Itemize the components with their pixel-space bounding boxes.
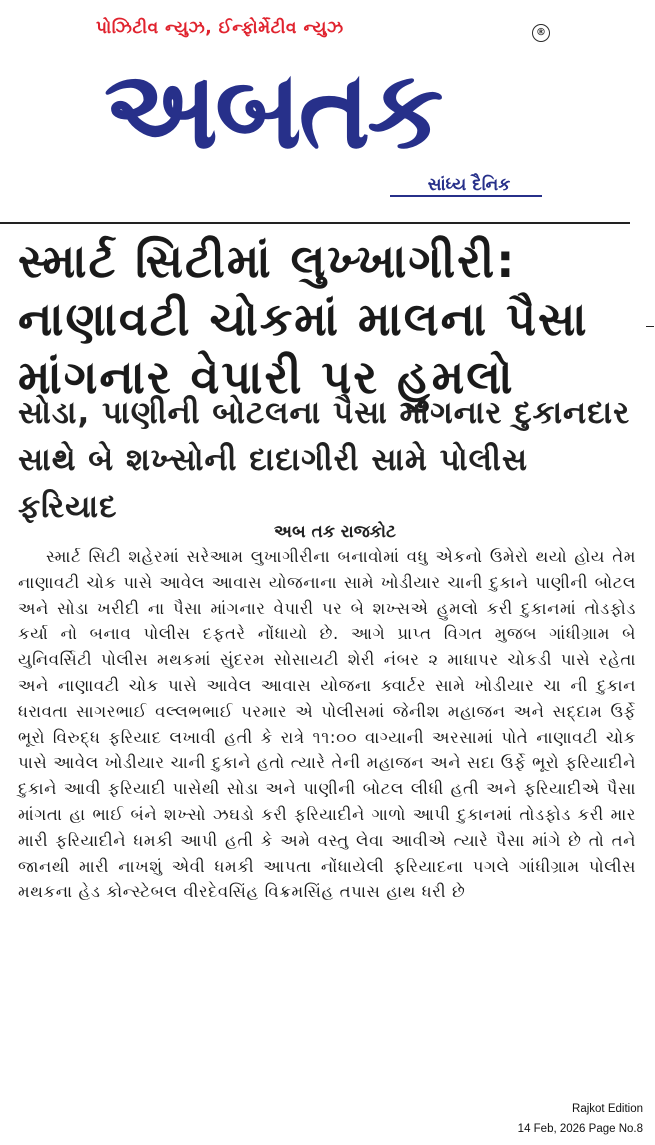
masthead <box>0 0 655 222</box>
registered-mark: ® <box>532 24 550 42</box>
edition-name: Rajkot Edition <box>572 1103 643 1115</box>
newspaper-logo[interactable] <box>104 46 550 176</box>
article-body: સ્માર્ટ સિટી શહેરમાં સરેઆમ લુખાગીરીના બનાવોમાં વધુ એકનો ઉમેરો થયો હોય તેમ નાણાવટી ચોક પાસે આવેલ આવાસ યોજનાના સામે ખોડીયાર ચાની દુકાને પાણીની બોટલ અને સોડા ખરીદી ના પૈસા માંગનાર વેપારી પર બે શખ્સએ હુમલો કરી દુકાનમાં તોડફોડ કર્યા નો બનાવ પોલીસ દફતરે નોંધાયો છે. આગે પ્રાપ્ત વિગત મુજબ ગાંધીગ્રામ બે યુનિવર્સિટી પોલીસ મથકમાં સુંદરમ સોસાયટી શેરી નંબર ૨ માધાપર ચોકડી પાસે રહેતા અને નાણાવટી ચોક પાસે આવેલ આવાસ યોજના ક્વાર્ટર સામે ખોડીયાર ચા ની દુકાન ધરાવતા સાગરભાઈ વલ્લભભાઈ પરમાર એ પોલીસમાં જેનીશ મહાજન અને સદ્દામ ઉર્ફે ભૂરો વિરુદ્ધ ફરિયાદ લખાવી હતી કે રાત્રે ૧૧:૦૦ વાગ્યાની અરસામાં પોતે નાણાવટી ચોક પાસે આવેલ ખોડીયાર ચાની દુકાને હતો ત્યારે તેની મહાજન અને સદા ઉર્ફે ભૂરો ફરિયાદીને દુકાને આવી ફરિયાદી પાસેથી સોડા અને પાણીની બોટલ લીધી હતી અને ફરિયાદીએ પૈસા માંગતા હા ભાઈ બંને શખ્સો ઝઘડો કરી ફરિયાદીને ગાળો આપી દુકાનમાં તોડફોડ કરી માર મારી ફરિયાદીને ધમકી આપી હતી કે અમે વસ્તુ લેવા આવીએ ત્યારે પૈસા માંગે છે તો તને જાનથી મારી નાખશું એવી ધમકી આપતા નોંધાયેલી ફરિયાદના પગલે ગાંધીગ્રામ પોલીસ મથકના હેડ કોન્સ્ટેબલ વીરદેવસિંહ વિક્રમસિંહ તપાસ હાથ ધરી છે <box>18 547 636 902</box>
edition-info <box>443 1099 643 1139</box>
masthead-subtitle: સાંધ્ય દૈનિક <box>427 175 511 195</box>
subtitle-underline <box>390 195 542 197</box>
edition-date-page: 14 Feb, 2026 Page No.8 <box>517 1123 643 1135</box>
masthead-tagline: પોઝિટીવ ન્યુઝ, ઈન્ફોર્મેટીવ ન્યુઝ <box>96 18 344 38</box>
logo-text: અબતક <box>104 48 441 173</box>
article-subheadline: સોડા, પાણીની બોટલના પૈસા માંગનાર દુકાનદાર સાથે બે શખ્સોની દાદાગીરી સામે પોલીસ ફરિયાદ <box>18 395 631 525</box>
article-headline: સ્માર્ટ સિટીમાં લુખ્ખાગીરી: નાણાવટી ચોકમાં માલના પૈસા માંગનાર વેપારી પર હુમલો <box>18 234 589 404</box>
article-byline: અબ તક રાજકોટ <box>274 522 396 542</box>
masthead-divider <box>0 222 630 224</box>
column-mark <box>646 326 654 327</box>
